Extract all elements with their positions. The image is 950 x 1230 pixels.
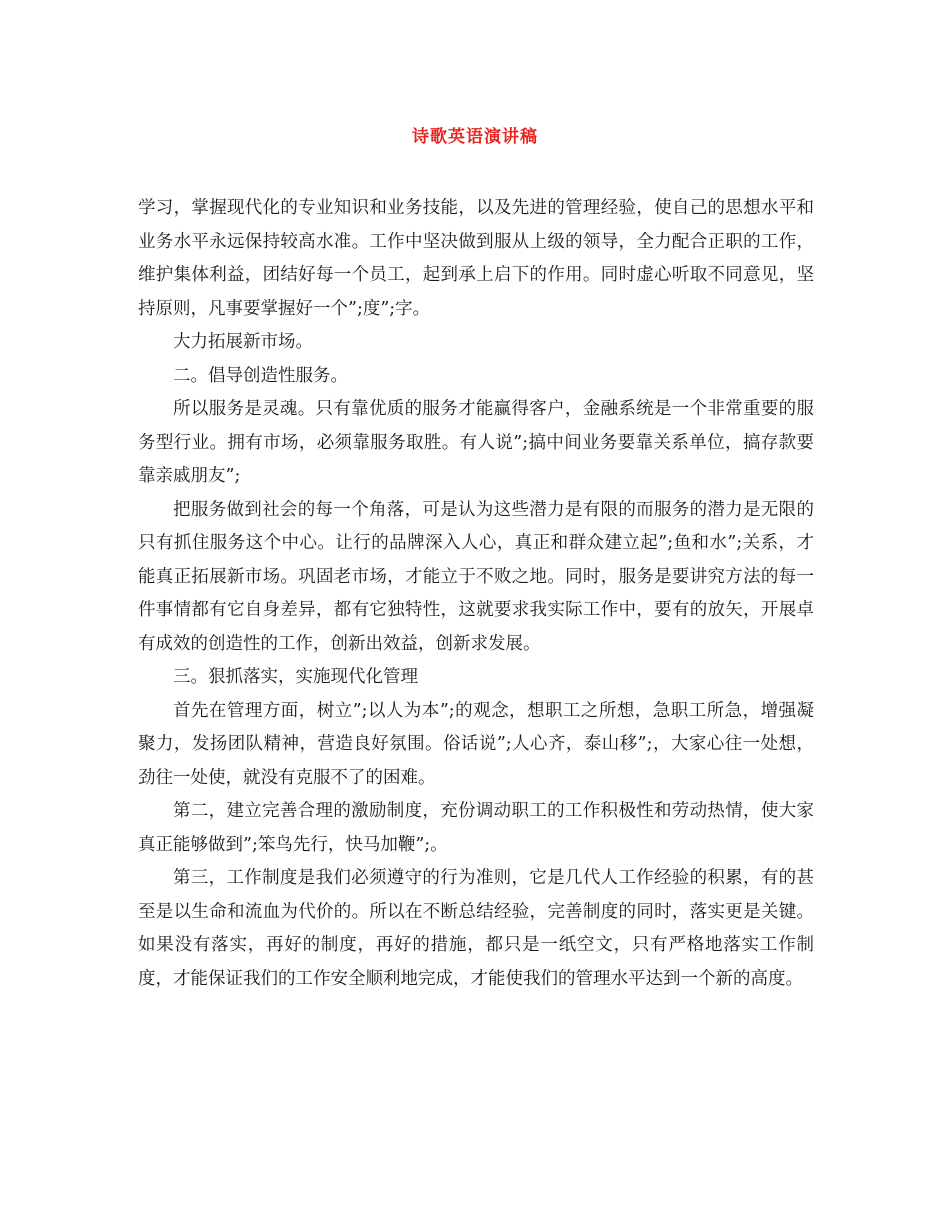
document-body [138, 192, 814, 996]
paragraph-9: 第三，工作制度是我们必须遵守的行为准则，它是几代人工作经验的积累，有的甚至是以生命和流血为代价的。所以在不断总结经验，完善制度的同时，落实更是关键。如果没有落实，再好的制度，再好的措施，都只是一纸空文，只有严格地落实工作制度，才能保证我们的工作安全顺利地完成，才能使我们的管理水平达到一个新的高度。 [138, 868, 814, 989]
paragraph-1: 学习，掌握现代化的专业知识和业务技能，以及先进的管理经验，使自己的思想水平和业务水平永远保持较高水准。工作中坚决做到服从上级的领导，全力配合正职的工作，维护集体利益，团结好每一个员工，起到承上启下的作用。同时虚心听取不同意见，坚持原则，凡事要掌握好一个”;度”;字。 [138, 198, 814, 319]
paragraph-7: 首先在管理方面，树立”;以人为本”;的观念，想职工之所想，急职工所急，增强凝聚力，发扬团队精神，营造良好氛围。俗话说”;人心齐，泰山移”;，大家心往一处想，劲往一处使，就没有克服不了的困难。 [138, 700, 814, 788]
paragraph-3: 二。倡导创造性服务。 [173, 365, 348, 386]
paragraph-8: 第二，建立完善合理的激励制度，充份调动职工的工作积极性和劳动热情，使大家真正能够做到”;笨鸟先行，快马加鞭”;。 [138, 801, 814, 855]
paragraph-5: 把服务做到社会的每一个角落，可是认为这些潜力是有限的而服务的潜力是无限的只有抓住服务这个中心。让行的品牌深入人心，真正和群众建立起”;鱼和水”;关系，才能真正拓展新市场。巩固老市场，才能立于不败之地。同时，服务是要讲究方法的每一件事情都有它自身差异，都有它独特性，这就要求我实际工作中，要有的放矢，开展卓有成效的创造性的工作，创新出效益，创新求发展。 [138, 499, 814, 654]
document-title: 诗歌英语演讲稿 [412, 127, 538, 147]
paragraph-4: 所以服务是灵魂。只有靠优质的服务才能赢得客户，金融系统是一个非常重要的服务型行业。拥有市场，必须靠服务取胜。有人说”;搞中间业务要靠关系单位，搞存款要靠亲戚朋友”; [138, 399, 814, 486]
paragraph-2: 大力拓展新市场。 [173, 332, 313, 352]
paragraph-6: 三。狠抓落实，实施现代化管理 [173, 667, 418, 687]
